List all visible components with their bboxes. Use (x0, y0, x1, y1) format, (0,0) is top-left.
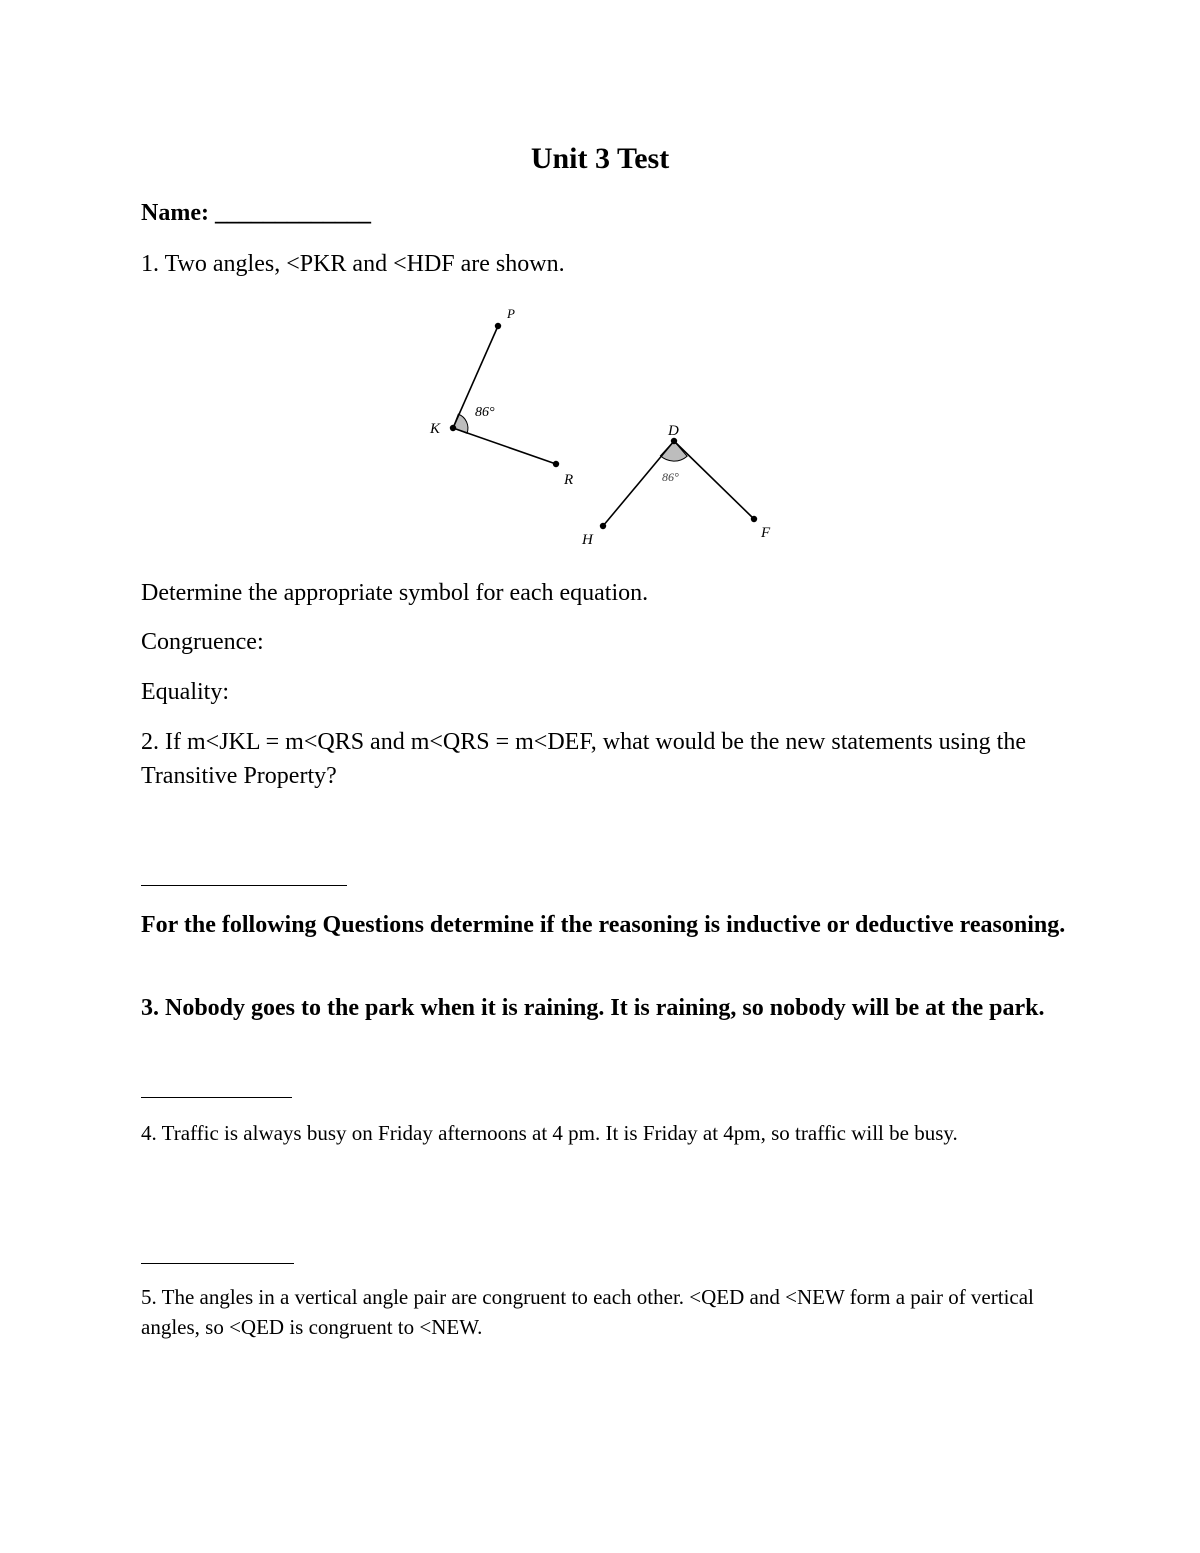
label-d: D (668, 423, 679, 439)
point-p (495, 323, 501, 329)
point-f (751, 516, 757, 522)
question-1: 1. Two angles, <PKR and <HDF are shown. (141, 251, 565, 277)
point-r (553, 461, 559, 467)
answer-line-q4[interactable] (141, 1263, 294, 1264)
angle-pkr-measure: 86° (475, 405, 495, 420)
label-h: H (582, 532, 593, 548)
question-4: 4. Traffic is always busy on Friday afternoons at 4 pm. It is Friday at 4pm, so traffic will be busy. (141, 1121, 958, 1145)
equality-label: Equality: (141, 679, 229, 705)
name-label: Name: (141, 200, 209, 226)
answer-line-q2[interactable] (141, 885, 347, 886)
question-5: 5. The angles in a vertical angle pair are congruent to each other. <QED and <NEW form a pair of vertical angles, so <QED is congruent to <NEW. (141, 1285, 1034, 1339)
point-h (600, 523, 606, 529)
point-k (450, 425, 456, 431)
label-f: F (761, 525, 771, 541)
ray-kr (453, 428, 556, 464)
q1-instruction: Determine the appropriate symbol for each equation. (141, 580, 649, 606)
question-2: 2. If m<JKL = m<QRS and m<QRS = m<DEF, what would be the new statements using the Transitive Property? (141, 729, 1026, 789)
page-title: Unit 3 Test (530, 142, 670, 175)
label-p: P (507, 306, 515, 321)
name-field (141, 196, 371, 230)
angle-hdf-measure: 86° (662, 470, 679, 484)
answer-line-q3[interactable] (141, 1097, 292, 1098)
name-blank[interactable]: _____________ (214, 200, 371, 226)
angles-figure (420, 300, 800, 550)
section-heading: For the following Questions determine if the reasoning is inductive or deductive reasoning. (141, 912, 1066, 938)
ray-df (674, 441, 754, 519)
question-3: 3. Nobody goes to the park when it is raining. It is raining, so nobody will be at the park. (141, 995, 1045, 1021)
label-r: R (564, 472, 574, 488)
congruence-label: Congruence: (141, 629, 264, 655)
label-k: K (430, 421, 441, 437)
